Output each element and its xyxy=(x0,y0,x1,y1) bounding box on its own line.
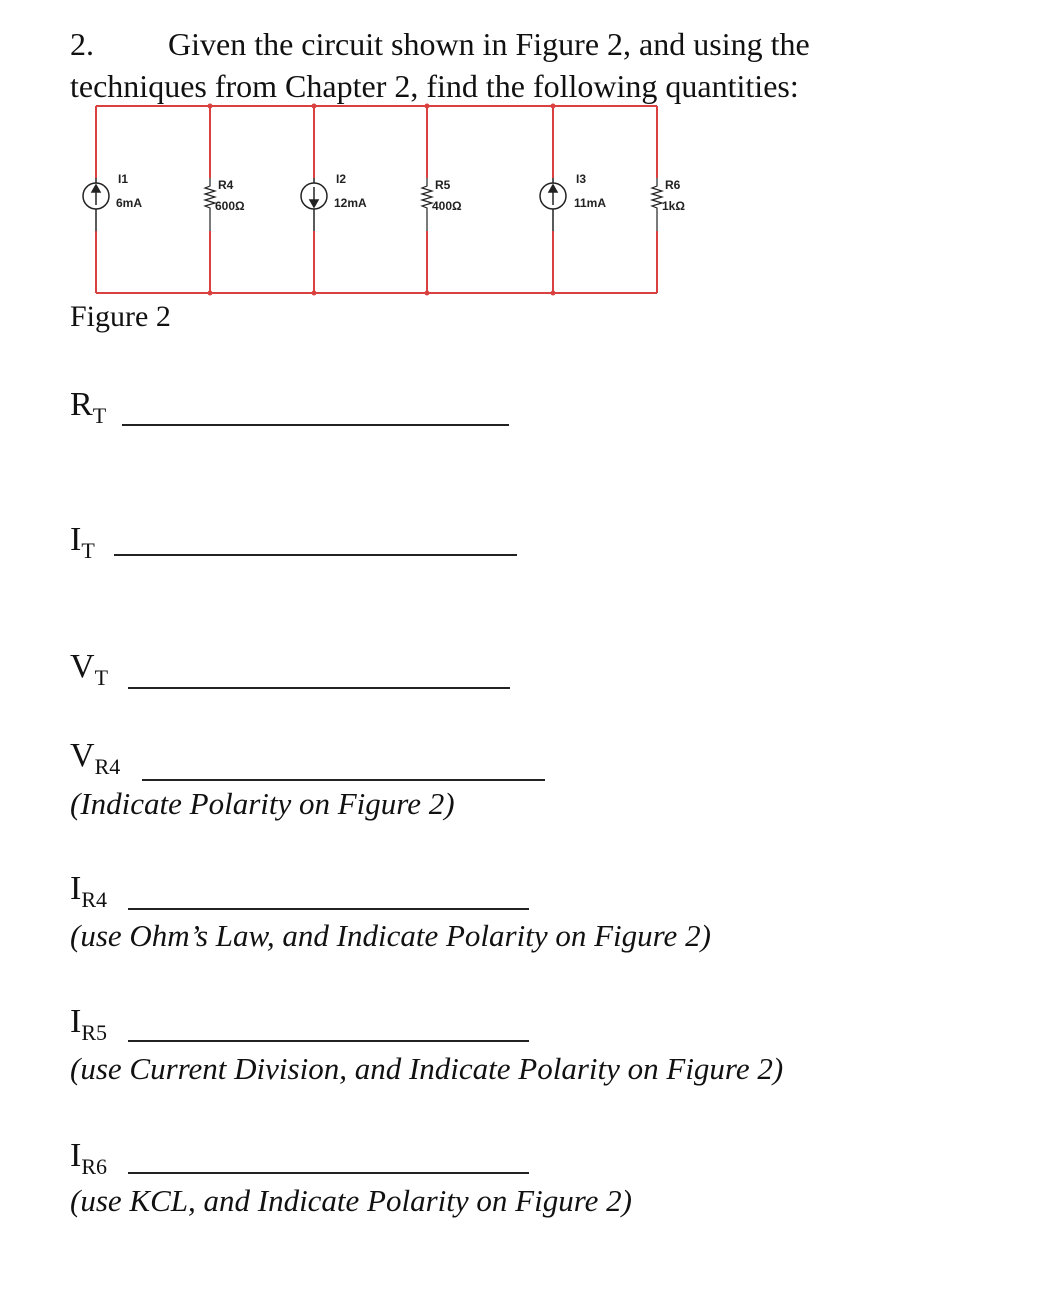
quantity-sub: R5 xyxy=(81,1020,108,1045)
quantity-main: I xyxy=(70,521,82,558)
r5-value-label: 400Ω xyxy=(432,199,462,213)
quantity-it-label xyxy=(70,521,95,564)
i2-value-label: 12mA xyxy=(334,196,367,210)
vt-answer-blank[interactable] xyxy=(128,687,510,689)
i1-value-label: 6mA xyxy=(116,196,143,210)
quantity-sub: T xyxy=(81,538,95,563)
quantity-main: V xyxy=(70,737,95,774)
quantity-ir6-label xyxy=(70,1137,107,1180)
i2-name-label: I2 xyxy=(336,172,347,186)
quantity-sub: T xyxy=(92,403,107,428)
figure-caption: Figure 2 xyxy=(70,300,171,333)
ir6-instruction: (use KCL, and Indicate Polarity on Figure 2) xyxy=(70,1183,632,1218)
quantity-sub: R4 xyxy=(81,887,108,912)
ir5-answer-blank[interactable] xyxy=(128,1040,529,1042)
quantity-ir4-label xyxy=(70,870,107,913)
r4-value-label: 600Ω xyxy=(215,199,245,213)
quantity-sub: T xyxy=(94,665,109,690)
problem-text-line1: Given the circuit shown in Figure 2, and using the xyxy=(168,26,810,62)
r6-name-label: R6 xyxy=(665,178,681,192)
current-source-i2 xyxy=(301,178,327,231)
quantity-main: I xyxy=(70,1003,82,1040)
problem-text-line2: techniques from Chapter 2, find the following quantities: xyxy=(70,68,799,104)
problem-number: 2. xyxy=(70,26,94,62)
current-source-i1 xyxy=(83,178,109,231)
current-source-i3 xyxy=(540,178,566,231)
quantity-vr4-label xyxy=(70,737,120,780)
circuit-figure xyxy=(0,0,1059,320)
ir6-answer-blank[interactable] xyxy=(128,1172,529,1174)
quantity-rt-label xyxy=(70,386,106,429)
r6-value-label: 1kΩ xyxy=(662,199,685,213)
quantity-vt-label xyxy=(70,648,108,691)
quantity-main: I xyxy=(70,870,82,907)
ir4-instruction: (use Ohm’s Law, and Indicate Polarity on Figure 2) xyxy=(70,918,711,953)
i1-name-label: I1 xyxy=(118,172,129,186)
resistor-r6 xyxy=(652,178,662,231)
quantity-main: V xyxy=(70,648,95,685)
ir5-instruction: (use Current Division, and Indicate Polarity on Figure 2) xyxy=(70,1051,784,1086)
vr4-instruction: (Indicate Polarity on Figure 2) xyxy=(70,786,455,821)
r4-name-label: R4 xyxy=(218,178,234,192)
i3-name-label: I3 xyxy=(576,172,587,186)
rt-answer-blank[interactable] xyxy=(122,424,509,426)
quantity-sub: R4 xyxy=(94,754,121,779)
quantity-main: R xyxy=(70,386,93,423)
quantity-main: I xyxy=(70,1137,82,1174)
resistor-r4 xyxy=(205,178,215,231)
ir4-answer-blank[interactable] xyxy=(128,908,529,910)
it-answer-blank[interactable] xyxy=(114,554,517,556)
r5-name-label: R5 xyxy=(435,178,451,192)
resistor-r5 xyxy=(422,178,432,231)
vr4-answer-blank[interactable] xyxy=(142,779,545,781)
i3-value-label: 11mA xyxy=(574,196,607,210)
quantity-ir5-label xyxy=(70,1003,107,1046)
quantity-sub: R6 xyxy=(81,1154,108,1179)
